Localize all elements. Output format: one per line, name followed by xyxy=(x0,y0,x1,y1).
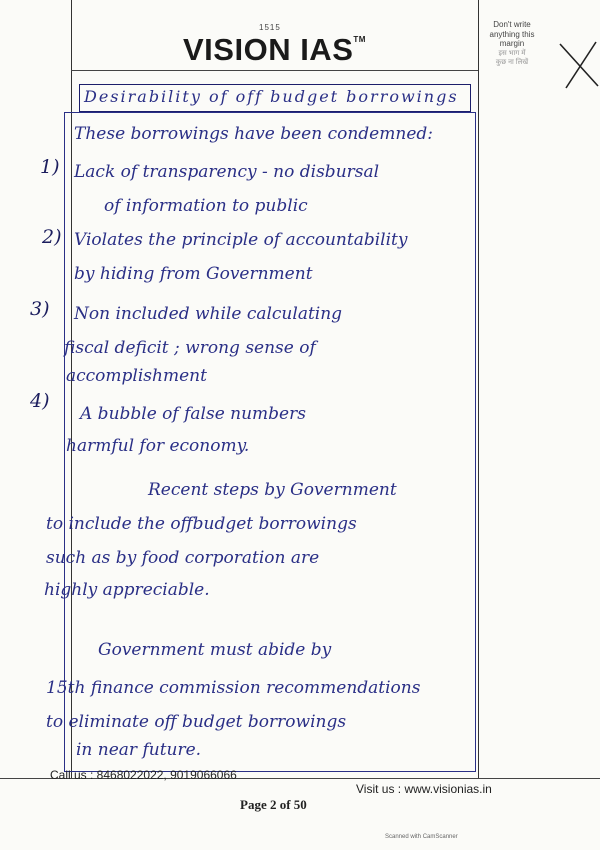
point-line: Violates the principle of accountability xyxy=(74,230,408,250)
point-number: 3) xyxy=(30,298,50,320)
brand-name: VISION IAS xyxy=(183,32,354,67)
paragraph-line: to eliminate off budget borrowings xyxy=(46,712,347,732)
margin-note-hindi: कुछ ना लिखें xyxy=(495,59,529,66)
point-number: 4) xyxy=(30,390,50,412)
visit-us-text: Visit us : www.visionias.in xyxy=(356,782,492,796)
brand-logo xyxy=(183,32,366,68)
paragraph-line: to include the offbudget borrowings xyxy=(46,514,357,534)
margin-note xyxy=(482,20,542,68)
page-number: Page 2 of 50 xyxy=(240,797,307,812)
paragraph-line: Government must abide by xyxy=(98,640,332,660)
point-line: accomplishment xyxy=(66,366,207,386)
margin-note-line: Don't write xyxy=(493,20,531,29)
margin-note-line: margin xyxy=(499,39,525,48)
point-line: Lack of transparency - no disbursal xyxy=(74,162,380,182)
margin-note-line: anything this xyxy=(489,29,535,39)
point-number: 2) xyxy=(42,226,62,248)
page-code: 1515 xyxy=(259,23,281,32)
point-line: by hiding from Government xyxy=(74,264,313,284)
answer-title: Desirability of off budget borrowings xyxy=(84,87,459,106)
paragraph-line: Recent steps by Government xyxy=(148,480,397,500)
point-line: harmful for economy. xyxy=(66,436,250,456)
paragraph-line: such as by food corporation are xyxy=(46,548,320,568)
scanner-watermark: Scanned with CamScanner xyxy=(385,834,458,840)
trademark: TM xyxy=(353,35,366,44)
cross-mark-icon xyxy=(558,40,600,90)
point-line: fiscal deficit ; wrong sense of xyxy=(64,338,316,358)
intro-line: These borrowings have been condemned: xyxy=(74,124,433,144)
point-line: A bubble of false numbers xyxy=(80,404,306,424)
paragraph-line: in near future. xyxy=(76,740,202,760)
point-number: 1) xyxy=(40,156,60,178)
paragraph-line: 15th finance commission recommendations xyxy=(46,678,421,698)
point-line: of information to public xyxy=(104,196,308,216)
right-margin-line xyxy=(478,0,479,778)
margin-note-hindi: इस भाग में xyxy=(498,49,526,57)
call-us-text: Call us : 8468022022, 9019066066 xyxy=(50,768,237,782)
point-line: Non included while calculating xyxy=(74,304,343,324)
paragraph-line: highly appreciable. xyxy=(44,580,210,600)
header-rule xyxy=(71,70,478,71)
